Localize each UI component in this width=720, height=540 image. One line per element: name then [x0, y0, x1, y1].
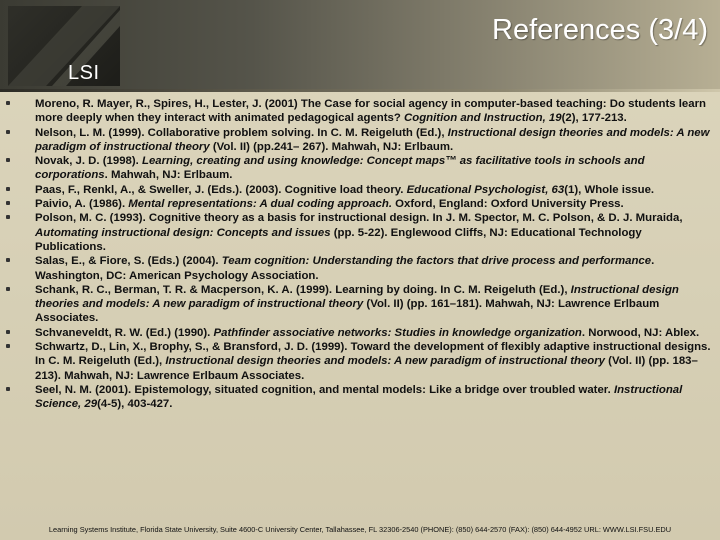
reference-item: [0, 283, 720, 326]
reference-text: Paas, F., Renkl, A., & Sweller, J. (Eds.). (2003). Cognitive load theory.: [35, 183, 407, 196]
reference-list: [0, 97, 720, 412]
reference-text: . Mahwah, NJ: Erlbaum.: [104, 169, 233, 182]
reference-text: (1), Whole issue.: [564, 183, 655, 196]
bullet-icon: [6, 344, 10, 348]
reference-text: (Vol. II) (pp.241– 267). Mahwah, NJ: Erlbaum.: [209, 140, 454, 153]
reference-text: Schvaneveldt, R. W. (Ed.) (1990).: [35, 326, 214, 339]
reference-text: Moreno, R. Mayer, R., Spires, H., Lester, J. (2001) The Case for social agency in computer-based teaching: Do students learn more deeply when they interact with animated pedagogical agents?: [35, 98, 706, 125]
bullet-icon: [6, 387, 10, 391]
reference-item: [0, 126, 720, 155]
reference-item: [0, 340, 720, 383]
reference-text: (4-5), 403-427.: [97, 398, 173, 411]
logo-slash-graphic: [8, 6, 120, 86]
reference-title: Instructional design theories and models: A new paradigm of instructional theory: [35, 283, 679, 311]
reference-text: Seel, N. M. (2001). Epistemology, situated cognition, and mental models: Like a bridge over troubled water.: [35, 383, 614, 396]
reference-title: Cognition and Instruction, 19: [404, 112, 562, 125]
reference-title: Instructional Science, 29: [35, 383, 683, 411]
reference-item: [0, 211, 720, 254]
reference-text: Schwartz, D., Lin, X., Brophy, S., & Bransford, J. D. (1999). Toward the development of flexibly adaptive instructional designs. In C. M. Reigeluth (Ed.),: [35, 341, 711, 368]
reference-title: Instructional design theories and models: A new paradigm of instructional theory: [35, 126, 710, 153]
bullet-icon: [6, 215, 10, 219]
bullet-icon: [6, 330, 10, 334]
reference-text: Schank, R. C., Berman, T. R. & Macperson, K. A. (1999). Learning by doing. In C. M. Reigeluth (Ed.),: [35, 283, 571, 296]
reference-title: Automating instructional design: Concepts and issues: [35, 226, 331, 239]
reference-item: [0, 197, 720, 211]
reference-item: [0, 97, 720, 126]
bullet-icon: [6, 101, 10, 105]
reference-text: Paivio, A. (1986).: [35, 198, 129, 211]
reference-item: [0, 254, 720, 283]
reference-title: Learning, creating and using knowledge: Concept maps™ as facilitative tools in schools and corporations: [35, 155, 645, 182]
reference-text: . Washington, DC: American Psychology Association.: [35, 255, 655, 282]
lsi-logo: [8, 6, 120, 86]
reference-title: Instructional design theories and models: A new paradigm of instructional theory: [165, 355, 606, 368]
bullet-icon: [6, 258, 10, 262]
bullet-icon: [6, 158, 10, 162]
reference-text: (pp. 5-22). Englewood Cliffs, NJ: Educational Technology Publications.: [35, 226, 642, 253]
reference-item: [0, 383, 720, 412]
bullet-icon: [6, 130, 10, 134]
reference-item: [0, 326, 720, 340]
bullet-icon: [6, 287, 10, 291]
reference-text: (Vol. II) (pp. 161–181). Mahwah, NJ: Lawrence Erlbaum Associates.: [35, 298, 660, 325]
reference-title: Team cognition: Understanding the factors that drive process and performance: [221, 255, 652, 268]
bullet-icon: [6, 201, 10, 205]
reference-title: Mental representations: A dual coding approach.: [128, 198, 392, 211]
reference-text: (Vol. II) (pp. 183–213). Mahwah, NJ: Lawrence Erlbaum Associates.: [35, 355, 698, 382]
reference-text: Novak, J. D. (1998).: [35, 155, 142, 168]
reference-text: Nelson, L. M. (1999). Collaborative problem solving. In C. M. Reigeluth (Ed.),: [35, 126, 448, 139]
bullet-icon: [6, 187, 10, 191]
reference-item: [0, 183, 720, 197]
reference-text: (2), 177-213.: [561, 112, 627, 125]
reference-title: Pathfinder associative networks: Studies in knowledge organization: [213, 326, 582, 339]
reference-text: Salas, E., & Fiore, S. (Eds.) (2004).: [35, 255, 222, 268]
reference-title: Educational Psychologist, 63: [406, 183, 565, 196]
footer-contact: Learning Systems Institute, Florida State University, Suite 4600-C University Center, Tallahassee, FL 32306-2540 (PHONE): (850) 644-2570 (FAX): (850) 644-4952 URL: WWW.LSI.FSU.EDU: [48, 525, 672, 534]
reference-item: [0, 154, 720, 183]
page-title: References (3/4): [492, 14, 708, 46]
reference-text: Polson, M. C. (1993). Cognitive theory as a basis for instructional design. In J. M. Spector, M. C. Polson, & D. J. Muraida,: [35, 212, 683, 225]
reference-text: . Norwood, NJ: Ablex.: [581, 326, 700, 339]
reference-text: Oxford, England: Oxford University Press.: [392, 198, 624, 211]
logo-text: LSI: [68, 62, 100, 84]
